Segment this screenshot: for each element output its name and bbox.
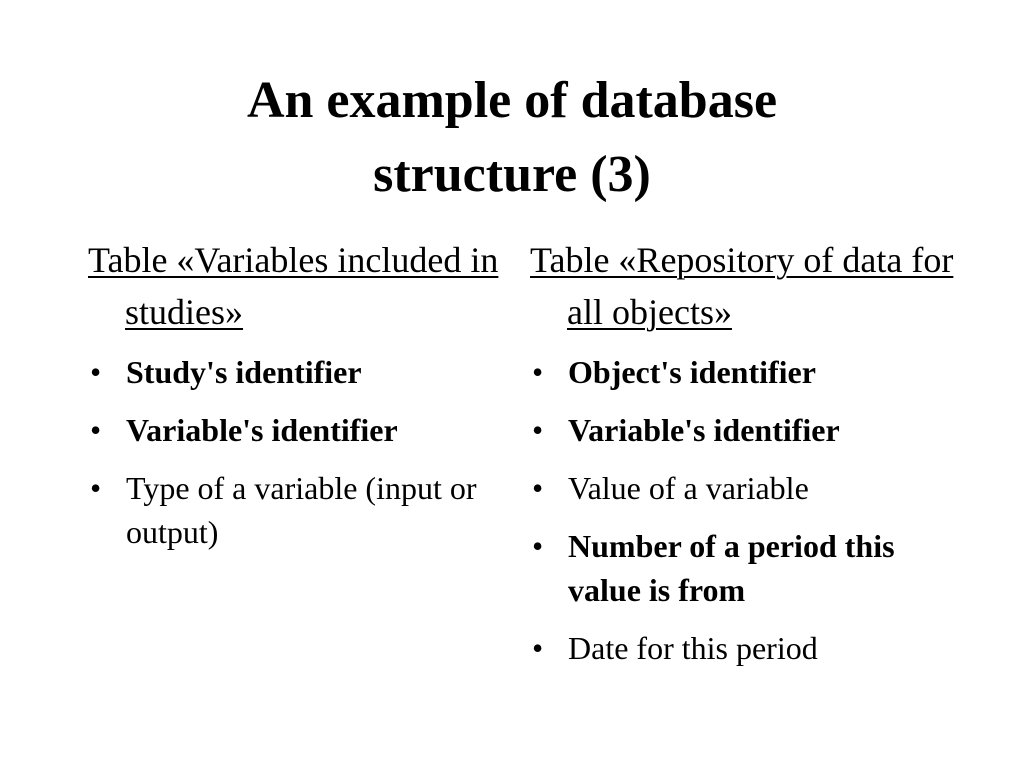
left-bullet-item <box>88 408 508 452</box>
left-bullet-text: Variable's identifier <box>126 412 398 448</box>
left-column <box>88 234 508 568</box>
bullet-icon: • <box>532 528 544 564</box>
bullet-icon: • <box>90 354 102 390</box>
bullet-icon: • <box>532 412 544 448</box>
right-bullet-text: Date for this period <box>568 630 818 666</box>
left-column-heading-text: Table «Variables included in studies» <box>88 240 499 332</box>
slide-title <box>112 64 912 212</box>
bullet-icon: • <box>532 630 544 666</box>
right-bullet-text: Number of a period this value is from <box>568 528 895 608</box>
right-bullet-list <box>530 350 970 670</box>
right-bullet-text: Variable's identifier <box>568 412 840 448</box>
left-bullet-list <box>88 350 508 554</box>
slide-title-line-1: An example of database <box>246 72 778 129</box>
left-column-heading <box>88 234 508 338</box>
right-bullet-text: Value of a variable <box>568 470 809 506</box>
right-bullet-item <box>530 350 970 394</box>
right-bullet-item <box>530 466 970 510</box>
right-column <box>530 234 970 684</box>
right-column-heading <box>530 234 970 338</box>
right-bullet-text: Object's identifier <box>568 354 816 390</box>
right-bullet-item <box>530 626 970 670</box>
bullet-icon: • <box>90 470 102 506</box>
bullet-icon: • <box>90 412 102 448</box>
bullet-icon: • <box>532 354 544 390</box>
left-bullet-text: Study's identifier <box>126 354 362 390</box>
left-bullet-item <box>88 466 508 554</box>
right-column-heading-text: Table «Repository of data for all objects» <box>530 240 954 332</box>
slide-title-line-2: structure (3) <box>373 146 651 203</box>
left-bullet-text: Type of a variable (input or output) <box>126 470 477 550</box>
left-bullet-item <box>88 350 508 394</box>
bullet-icon: • <box>532 470 544 506</box>
right-bullet-item <box>530 408 970 452</box>
right-bullet-item <box>530 524 970 612</box>
